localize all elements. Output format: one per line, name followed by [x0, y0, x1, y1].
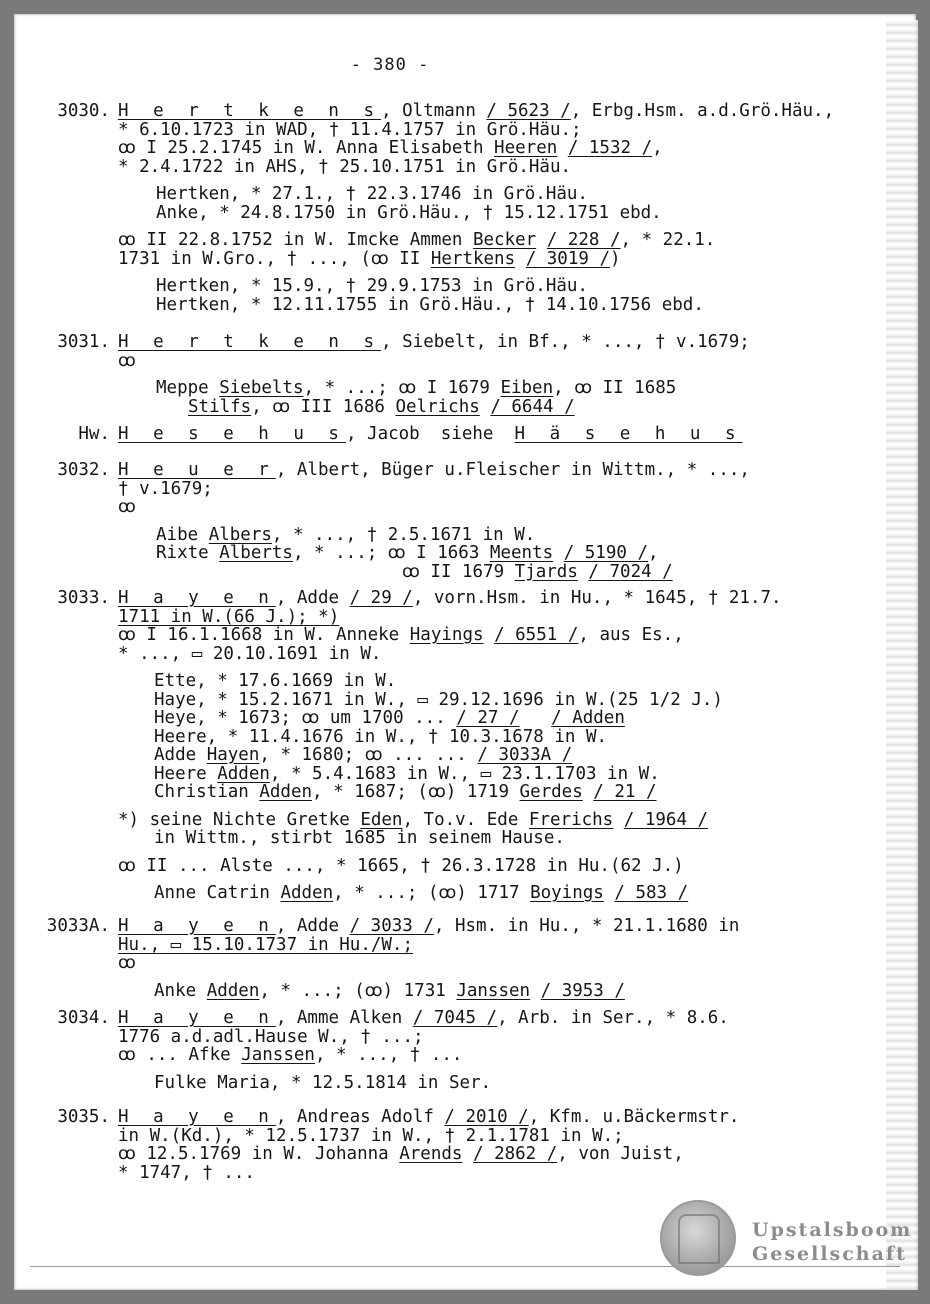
text: , Andreas Adolf [275, 1107, 445, 1127]
entry-line: ꝏ [118, 497, 136, 517]
surname-link: Eiben [500, 378, 554, 398]
text: , * ..., † ... [314, 1045, 463, 1065]
reference: / 5190 / [563, 543, 648, 563]
reference: / 7045 / [412, 1008, 498, 1028]
surname: H a y e n [118, 1008, 276, 1028]
child-line [156, 526, 860, 545]
reference: / 27 / [456, 708, 520, 728]
text [530, 981, 541, 1001]
entry-line: * 6.10.1723 in WAD, † 11.4.1757 in Grö.Häu.; [118, 119, 582, 140]
text [578, 562, 589, 582]
reference: / 6551 / [494, 625, 579, 645]
surname-link: Janssen [456, 980, 531, 1001]
text: Adde [154, 745, 207, 765]
text: , * ...; (ꝏ) 1731 [259, 980, 457, 1001]
text: ꝏ II 22.8.1752 in W. Imcke Ammen [118, 230, 473, 250]
page-number: - 380 - [350, 55, 430, 75]
text: , ꝏ II 1685 [553, 378, 677, 398]
reference: / Adden [551, 708, 625, 728]
text: Aibe [156, 524, 209, 545]
text: , ꝏ III 1686 [251, 396, 396, 417]
child-line: Hertken, * 27.1., † 22.3.1746 in Grö.Häu. [156, 184, 588, 204]
child-line [154, 746, 860, 765]
text: , [652, 138, 663, 158]
entry-line: * 1747, † ... [118, 1162, 255, 1183]
surname-link: Adden [206, 980, 260, 1001]
text: , Siebelt, in Bf., * ..., † v.1679; [381, 332, 750, 352]
text: , vorn.Hsm. in Hu., * 1645, † 21.7. [412, 588, 782, 608]
surname: H a y e n [118, 916, 276, 936]
child-line [154, 765, 860, 784]
entry-3035 [0, 1108, 860, 1182]
surname-link: Janssen [241, 1045, 315, 1065]
entry-line: ꝏ [118, 953, 136, 973]
text: , * ..., † 2.5.1671 in W. [271, 524, 536, 545]
seal-figure [678, 1214, 720, 1264]
text: , To.v. Ede [402, 809, 529, 830]
surname-link: Adden [280, 883, 334, 903]
text: Christian [154, 782, 260, 802]
entry-line: Hu., ▭ 15.10.1737 in Hu./W.; [118, 934, 414, 955]
text: , Hsm. in Hu., * 21.1.1680 in [433, 916, 740, 936]
text: , * ...; ꝏ I 1679 [303, 378, 501, 398]
entry-line [118, 1108, 860, 1127]
text [515, 249, 526, 269]
surname-link: Meents [489, 543, 554, 563]
reference: / 2010 / [444, 1107, 529, 1127]
entry-3032 [0, 461, 860, 581]
reference: / 3953 / [540, 980, 625, 1001]
text: ) [609, 248, 621, 269]
reference: / 21 / [593, 782, 657, 802]
surname-link: Hayen [206, 745, 260, 765]
reference: / 1532 / [567, 138, 653, 158]
entry-line [118, 231, 860, 250]
text: ꝏ ... Afke [118, 1045, 242, 1065]
surname-link: Stilfs [188, 396, 252, 417]
entry-number: 3035. [57, 1107, 110, 1127]
reference: / 3033 / [349, 916, 434, 936]
reference: / 3019 / [525, 248, 610, 269]
text [520, 708, 552, 728]
surname: H e s e h u s [118, 424, 346, 444]
surname-link: Hayings [409, 625, 484, 645]
child-line [188, 398, 860, 417]
surname: H e r t k e n s [118, 332, 382, 352]
text: , Jacob siehe [345, 424, 515, 444]
entry-3030 [0, 102, 860, 314]
text: Rixte [156, 543, 220, 563]
entry-number: 3033A. [46, 916, 110, 936]
text [604, 883, 615, 903]
footnote-line [118, 811, 860, 830]
surname: H e r t k e n s [118, 101, 382, 121]
reference: / 29 / [349, 588, 413, 608]
text: , Adde [275, 916, 350, 936]
text [553, 543, 564, 563]
text: , [647, 543, 659, 563]
entry-line [118, 461, 860, 480]
child-line: Anke, * 24.8.1750 in Grö.Häu., † 15.12.1751 ebd. [156, 202, 662, 223]
text [480, 397, 491, 417]
text: , * 22.1. [620, 230, 716, 250]
child-line: Hertken, * 12.11.1755 in Grö.Häu., † 14.10.1756 ebd. [156, 294, 704, 315]
entry-line: 1776 a.d.adl.Hause W., † ...; [118, 1026, 424, 1047]
entry-3033a [0, 917, 860, 1000]
footnote-line: in Wittm., stirbt 1685 in seinem Hause. [154, 828, 565, 848]
surname-link: Becker [472, 230, 537, 250]
text: Anne Catrin [154, 883, 281, 903]
surname-link: Siebelts [219, 378, 304, 398]
text: , * 1680; ꝏ ... ... [259, 745, 478, 765]
entry-number: 3034. [57, 1008, 110, 1028]
surname-link: Frerichs [528, 809, 614, 830]
text: ꝏ I 25.2.1745 in W. Anna Elisabeth [118, 138, 495, 158]
surname-link: Gerdes [519, 782, 583, 802]
entry-3033 [0, 589, 860, 903]
text: , aus Es., [578, 625, 684, 645]
reference: / 3033A / [477, 745, 573, 765]
surname-link: Tjards [514, 561, 578, 582]
entry-3034 [0, 1009, 860, 1092]
page-edge-shadow [886, 20, 918, 1290]
entry-line [118, 139, 860, 158]
entry-line: ꝏ [118, 350, 136, 371]
entry-line [118, 333, 860, 352]
surname: H a y e n [118, 588, 276, 608]
text: ꝏ 12.5.1769 in W. Johanna [118, 1144, 400, 1164]
text: , * 1687; (ꝏ) 1719 [312, 782, 520, 802]
child-line: Ette, * 17.6.1669 in W. [154, 671, 397, 691]
surname-link: Adden [259, 782, 313, 802]
child-line: Hertken, * 15.9., † 29.9.1753 in Grö.Häu. [156, 276, 588, 296]
text: 1731 in W.Gro., † ..., (ꝏ II [118, 248, 431, 269]
text [613, 810, 624, 830]
entry-number: Hw. [78, 424, 110, 444]
child-line [154, 884, 860, 903]
surname: H a y e n [118, 1107, 276, 1127]
text: , von Juist, [557, 1144, 684, 1164]
text: , Arb. in Ser., * 8.6. [497, 1008, 729, 1028]
text: 1711 in W.(66 J.); *) [118, 606, 340, 627]
entry-line [118, 589, 860, 608]
entry-line: † v.1679; [118, 478, 213, 499]
text: *) seine Nichte Gretke [118, 809, 361, 830]
text: , Oltmann [381, 101, 487, 121]
child-line [154, 783, 860, 802]
watermark-logo [752, 1218, 912, 1266]
surname-link: Oelrichs [395, 396, 480, 417]
entry-line [118, 608, 860, 627]
reference: / 2862 / [473, 1144, 558, 1164]
entry-line: ꝏ II ... Alste ..., * 1665, † 26.3.1728 in Hu.(62 J.) [118, 855, 684, 876]
entry-hw [0, 425, 860, 444]
child-line [154, 982, 860, 1001]
text [462, 1144, 473, 1164]
child-line: Haye, * 15.2.1671 in W., ▭ 29.12.1696 in W.(25 1/2 J.) [154, 689, 723, 710]
reference: / 5623 / [486, 101, 571, 121]
surname-link: Albers [208, 524, 272, 545]
text [484, 625, 495, 645]
text: Meppe [156, 378, 220, 398]
text: ꝏ II 1679 [402, 561, 515, 582]
entry-line [118, 1009, 860, 1028]
logo-line-1: Upstalsboom [752, 1219, 913, 1241]
entry-line [118, 1145, 860, 1164]
child-line: Heere, * 11.4.1676 in W., † 10.3.1678 in W. [154, 726, 608, 747]
child-line [156, 544, 860, 563]
surname-link: Boyings [530, 883, 604, 903]
entry-number: 3032. [57, 460, 110, 480]
surname-link: Alberts [219, 543, 293, 563]
text: Heye, * 1673; ꝏ um 1700 ... [154, 708, 457, 728]
text: , * ...; ꝏ I 1663 [292, 543, 490, 563]
text: , Erbg.Hsm. a.d.Grö.Häu., [570, 101, 835, 121]
text [557, 138, 568, 158]
surname-link: Eden [360, 809, 403, 830]
text: , * ...; (ꝏ) 1717 [333, 883, 531, 903]
surname-link: Hertkens [430, 248, 516, 269]
text: , Amme Alken [275, 1008, 413, 1028]
entry-line [118, 917, 860, 936]
divider [30, 1266, 900, 1267]
child-line: Fulke Maria, * 12.5.1814 in Ser. [154, 1072, 492, 1093]
reference: / 6644 / [490, 396, 575, 417]
logo-line-2: Gesellschaft [752, 1243, 907, 1265]
reference: / 7024 / [588, 561, 673, 582]
entry-line: * ..., ▭ 20.10.1691 in W. [118, 643, 382, 664]
reference: / 1964 / [623, 809, 709, 830]
entry-line [118, 626, 860, 645]
reference: / 228 / [546, 230, 621, 250]
surname-link: H ä s e h u s [514, 424, 743, 444]
entry-line: * 2.4.1722 in AHS, † 25.10.1751 in Grö.Häu. [118, 156, 572, 177]
entry-line [118, 250, 860, 269]
text: ꝏ I 16.1.1668 in W. Anneke [118, 625, 410, 645]
reference: / 583 / [614, 883, 689, 903]
text: , * 5.4.1683 in W., ▭ 23.1.1703 in W. [269, 763, 660, 784]
text [583, 782, 594, 802]
surname: H e u e r [118, 460, 276, 480]
text: Heere [154, 763, 218, 784]
text [536, 230, 547, 250]
text: Anke [154, 980, 207, 1001]
entry-line [118, 425, 860, 444]
child-line [156, 379, 860, 398]
entry-line [118, 102, 860, 121]
text: , Albert, Büger u.Fleischer in Wittm., * ..., [275, 460, 750, 480]
seal-icon [660, 1200, 736, 1276]
surname-link: Heeren [494, 138, 558, 158]
surname-link: Arends [399, 1144, 463, 1164]
surname-link: Adden [217, 763, 270, 784]
text: , Adde [275, 588, 350, 608]
entry-number: 3030. [57, 101, 110, 121]
text: , Kfm. u.Bäckermstr. [528, 1107, 740, 1127]
entry-line: in W.(Kd.), * 12.5.1737 in W., † 2.1.1781 in W.; [118, 1125, 624, 1146]
entry-3031 [0, 333, 860, 416]
entry-number: 3031. [57, 332, 110, 352]
entry-line [118, 1046, 860, 1065]
child-line [402, 563, 860, 582]
child-line [154, 709, 860, 728]
entry-number: 3033. [57, 588, 110, 608]
